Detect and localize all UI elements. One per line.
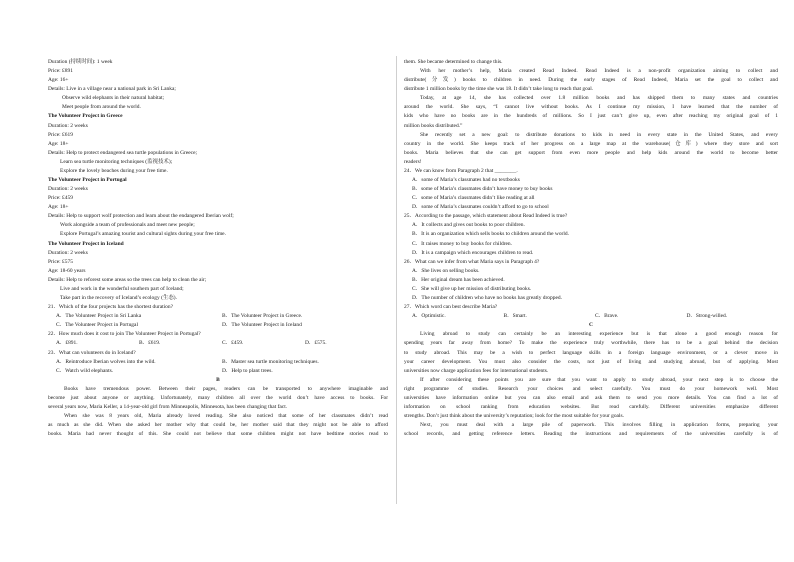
- question-24-stem: 24．We can know from Paragraph 2 that ________.: [404, 167, 518, 174]
- project-detail: Observe wild elephants in their natural habitat;: [62, 95, 165, 102]
- project-line: Price: £619: [48, 131, 73, 138]
- passage-line: books. Maria had never thought of this. She could not believe that some children might not have bedtime stories read to: [48, 431, 388, 438]
- passage-line: distribute 1 million books by the time she was 18. It didn’t take long to reach that goal.: [404, 86, 594, 93]
- option-c[interactable]: C．The Volunteer Project in Portugal: [56, 322, 138, 329]
- question-21-options: [48, 312, 388, 321]
- option-c[interactable]: C．£459.: [222, 340, 244, 347]
- project-detail: Explore Portugal’s amazing tourist and cultural sights during your free time.: [60, 231, 226, 238]
- project-detail: Work alongside a team of professionals and meet new people;: [60, 222, 195, 229]
- right-column: [404, 58, 778, 439]
- passage-line: million books distributed.”: [404, 122, 463, 129]
- question-22-stem: 22．How much does it cost to join The Volunteer Project in Portugal?: [48, 331, 201, 338]
- project-line: Details: Help to protect endangered sea turtle populations in Greece;: [48, 149, 198, 156]
- question-27-options: [404, 312, 778, 321]
- question-27-stem: 27．Which word can best describe Maria?: [404, 304, 498, 311]
- option-d[interactable]: D．Help to plant trees.: [222, 367, 273, 374]
- passage-line: If after considering these points you are sure that you want to apply to study abroad, your next step is to choose the: [420, 376, 778, 383]
- project-title-greece: The Volunteer Project in Greece: [48, 113, 123, 120]
- project-detail: Explore the lovely beaches during your free time.: [60, 167, 168, 174]
- passage-line: strengths. Don’t just think about the university’s reputation; look for the most suitable for your goals.: [404, 413, 624, 420]
- passage-line: books. Maria believes that she can get support from even more people and help kids around the world to become better: [404, 149, 778, 156]
- option-b[interactable]: B．The Volunteer Project in Greece.: [222, 313, 303, 320]
- section-heading-b: B: [216, 376, 220, 383]
- project-line: Details: Help to support wolf protection and learn about the endangered Iberian wolf;: [48, 213, 234, 220]
- passage-line: around the world. She says, “I cannot live without books. As I continue my mission, I have learned that the number of: [404, 104, 778, 111]
- project-detail: Live and work in the wonderful southern part of Iceland;: [60, 285, 184, 292]
- project-line: Duration: 2 weeks: [48, 122, 88, 129]
- project-line: Price: £459: [48, 195, 73, 202]
- option-b[interactable]: B．£619.: [139, 340, 161, 347]
- passage-line: With her mother’s help, Maria created Read Indeed. Read Indeed is a non-profit organization aiming to collect and: [420, 68, 778, 75]
- project-detail: Meet people from around the world.: [62, 104, 141, 111]
- passage-line: Today, at age 14, she has collected over 1.8 million books and has shipped them to many states and countries: [420, 95, 778, 102]
- question-25-stem: 25．According to the passage, which statement about Read Indeed is true?: [404, 213, 568, 220]
- question-21-options: [48, 321, 388, 330]
- option-a[interactable]: A．£891.: [56, 340, 78, 347]
- question-22-options: [48, 339, 388, 348]
- option-a[interactable]: A．Reintroduce Iberian wolves into the wild.: [56, 358, 156, 365]
- passage-line: kids who have no books are in the hundreds of millions. So I just can’t give up, even after reaching my original goal of 1: [404, 113, 778, 120]
- passage-line: Next, you must deal with a large pile of paperwork. This involves filling in application forms, preparing your: [420, 422, 778, 429]
- project-line: Duration: 2 weeks: [48, 249, 88, 256]
- question-26-stem: 26．What can we infer from what Maria says in Paragraph 4?: [404, 258, 540, 265]
- passage-line: become just about anyone or anything. Unfortunately, many children all over the world don’t have access to books. For: [48, 394, 388, 401]
- question-23-stem: 23．What can volunteers do in Iceland?: [48, 349, 136, 356]
- passage-line: your career development. You must also consider the costs, not just of living and studying abroad, but of applying. Most: [404, 358, 778, 365]
- option-c[interactable]: C．Watch wild elephants.: [56, 367, 114, 374]
- passage-line: as much as she did. When she asked her mother why that could be, her mother said that they might not be able to afford: [48, 422, 388, 429]
- project-line: Age: 18+: [48, 204, 69, 211]
- passage-line: When she was 8 years old, Maria already loved reading. She also noticed that some of her classmates didn’t read: [64, 413, 388, 420]
- passage-line: distribute(分发) books to children in need. During the early stages of Read Indeed, Maria set the goal to collect and: [404, 77, 778, 84]
- question-21-stem: 21．Which of the four projects has the shortest duration?: [48, 304, 174, 311]
- passage-line: universities have information online but you can also email and ask them to send you more details. You can find a lot of: [404, 394, 778, 401]
- project-line: Age: 18-60 years: [48, 267, 86, 274]
- column-divider: [396, 56, 397, 504]
- project-line: Duration: 2 weeks: [48, 186, 88, 193]
- passage-line: to study abroad. This may be a wish to perfect language skills in a foreign language environment, or a clever move in: [404, 349, 778, 356]
- option-a[interactable]: A．The Volunteer Project in Sri Lanka: [56, 313, 142, 320]
- passage-line: universities now charge application fees for international students.: [404, 367, 549, 374]
- option-c[interactable]: C．It raises money to buy books for children.: [412, 240, 512, 247]
- passage-line: spending years far away from home? To make the experience truly worthwhile, there has to be a goal behind the decision: [404, 340, 778, 347]
- option-a[interactable]: A．She lives on selling books.: [412, 267, 480, 274]
- project-line: Age: 18+: [48, 140, 69, 147]
- project-line: Duration (持续时间): 1 week: [48, 59, 113, 65]
- passage-line: right programme of studies. Research your choices and select carefully. You must do your homework well. Most: [404, 385, 778, 392]
- option-c[interactable]: C．Brave.: [595, 313, 619, 320]
- passage-line: them. She became determined to change this.: [404, 59, 503, 65]
- project-line: Price: £891: [48, 68, 73, 75]
- option-d[interactable]: D．£575.: [305, 340, 327, 347]
- passage-line: several years now, Maria Keller, a 14-year-old girl from Minneapolis, Minnesota, has been changing that fact.: [48, 403, 288, 410]
- project-detail: Learn sea turtle monitoring techniques (监视技术);: [60, 158, 173, 165]
- option-b[interactable]: B．It is an organization which sells books to children around the world.: [412, 231, 569, 238]
- left-column: [48, 58, 388, 439]
- project-line: Details: Live in a village near a national park in Sri Lanka;: [48, 86, 176, 93]
- option-a[interactable]: A．some of Maria’s classmates had no textbooks: [412, 177, 520, 184]
- option-b[interactable]: B．Her original dream has been achieved.: [412, 276, 505, 283]
- question-23-options: [48, 358, 388, 367]
- passage-line: Books have tremendous power. Between their pages, readers can be transported to anywhere imaginable and: [64, 385, 388, 392]
- option-b[interactable]: B．some of Maria’s classmates didn’t have money to buy books: [412, 186, 553, 193]
- option-d[interactable]: D．The Volunteer Project in Iceland: [222, 322, 302, 329]
- option-b[interactable]: B．Smart.: [503, 313, 527, 320]
- option-a[interactable]: A．Optimistic.: [412, 313, 446, 320]
- project-line: Details: Help to reforest some areas so the trees can help to clean the air;: [48, 276, 207, 283]
- option-b[interactable]: B．Master sea turtle monitoring techniques.: [222, 358, 319, 365]
- question-23-options: [48, 367, 388, 376]
- section-heading-c: C: [589, 322, 593, 329]
- passage-line: Living abroad to study can certainly be an interesting experience but is that alone a good enough reason for: [420, 331, 778, 338]
- option-d[interactable]: D．The number of children who have no books has greatly dropped.: [412, 295, 562, 302]
- passage-line: information on school ranking from education websites. But read carefully. Different universities emphasize different: [404, 403, 778, 410]
- option-c[interactable]: C．She will give up her mission of distributing books.: [412, 285, 532, 292]
- project-title-portugal: The Volunteer Project in Portugal: [48, 177, 127, 184]
- option-d[interactable]: D．Strong-willed.: [686, 313, 728, 320]
- project-line: Price: £575: [48, 258, 73, 265]
- passage-line: readers!: [404, 158, 422, 165]
- project-line: Age: 16+: [48, 77, 69, 84]
- project-title-iceland: The Volunteer Project in Iceland: [48, 240, 124, 247]
- passage-line: She recently set a new goal: to distribute donations to kids in need in every state in the United States, and every: [420, 131, 778, 138]
- project-detail: Take part in the recovery of Iceland’s ecology (生态).: [60, 295, 177, 302]
- passage-line: country in the world. She keeps track of her progress on a large map at the warehouse(仓库) where they store and sort: [404, 140, 778, 147]
- option-d[interactable]: D．It is a campaign which encourages children to read.: [412, 249, 534, 256]
- option-a[interactable]: A．It collects and gives out books to poor children.: [412, 222, 525, 229]
- option-c[interactable]: C．some of Maria’s classmates didn’t like reading at all: [412, 195, 535, 202]
- option-d[interactable]: D．some of Maria’s classmates couldn’t afford to go to school: [412, 204, 549, 211]
- passage-line: school records, and getting reference letters. Reading the instructions and requirements of the universities carefully is of: [404, 431, 778, 438]
